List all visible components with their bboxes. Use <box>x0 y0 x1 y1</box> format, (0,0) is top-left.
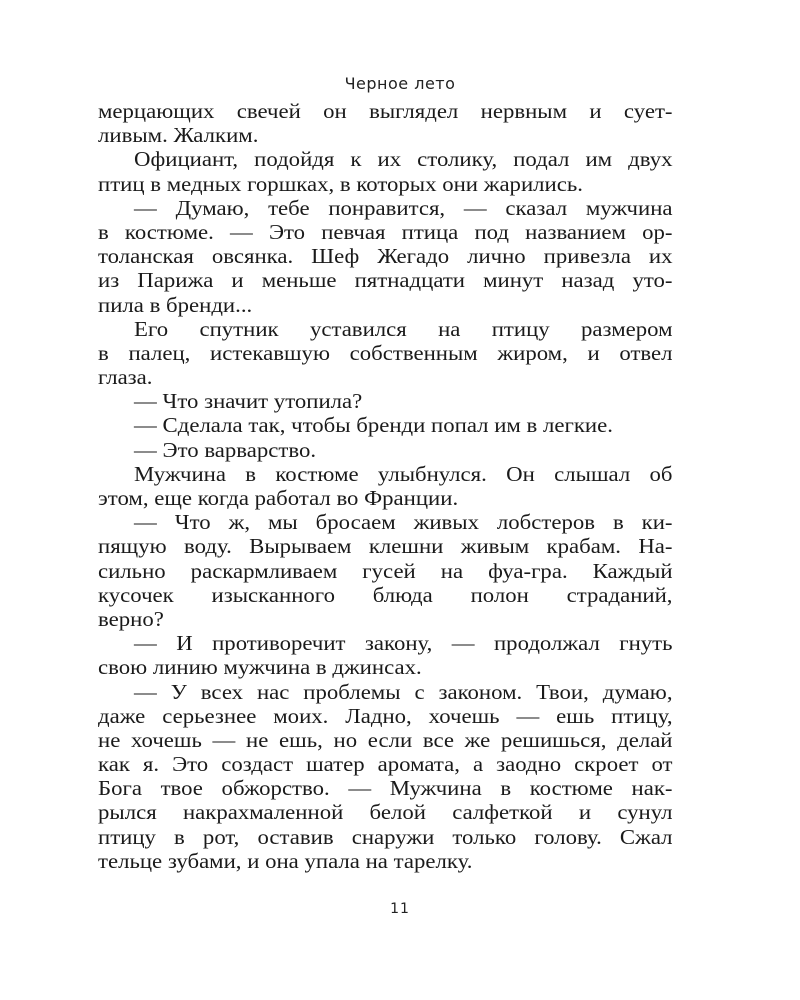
text-line: Официант, подойдя к их столику, подал им двух <box>134 147 673 172</box>
text-line: — Что значит утопила? <box>134 389 363 414</box>
text-line: верно? <box>98 606 164 631</box>
text-line: пила в бренди... <box>98 292 253 317</box>
page-number: 11 <box>390 901 410 917</box>
text-line: мерцающих свечей он выглядел нервным и сует- <box>98 99 673 123</box>
text-line: сильно раскармливаем гусей на фуа-гра. Каждый <box>98 558 673 583</box>
text-line: даже серьезнее моих. Ладно, хочешь — ешь птицу, <box>98 703 673 728</box>
text-line: — У всех нас проблемы с законом. Твои, думаю, <box>134 679 673 704</box>
text-line: Бога твое обжорство. — Мужчина в костюме нак- <box>98 776 673 801</box>
text-line: птиц в медных горшках, в которых они жарились. <box>98 171 583 196</box>
text-line: Мужчина в костюме улыбнулся. Он слышал об <box>134 461 673 486</box>
running-header: Черное лето <box>344 74 456 93</box>
text-line: птицу в рот, оставив снаружи только голову. Сжал <box>98 824 673 849</box>
text-line: не хочешь — не ешь, но если все же решишься, делай <box>98 727 673 752</box>
text-line: рылся накрахмаленной белой салфеткой и сунул <box>98 800 673 825</box>
text-line: — Сделала так, чтобы бренди попал им в легкие. <box>134 413 613 438</box>
text-line: из Парижа и меньше пятнадцати минут назад уто- <box>98 268 673 293</box>
text-line: в костюме. — Это певчая птица под названием ор- <box>98 219 673 244</box>
text-line: Его спутник уставился на птицу размером <box>134 316 673 341</box>
text-line: — Думаю, тебе понравится, — сказал мужчина <box>134 195 673 220</box>
text-line: кусочек изысканного блюда полон страданий, <box>98 582 673 607</box>
text-line: — Что ж, мы бросаем живых лобстеров в ки- <box>134 510 673 535</box>
text-line: толанская овсянка. Шеф Жегадо лично привезла их <box>98 244 673 269</box>
text-line: пящую воду. Вырываем клешни живым крабам. На- <box>98 534 673 559</box>
text-line: ливым. Жалким. <box>98 123 259 148</box>
text-line: свою линию мужчина в джинсах. <box>98 655 422 680</box>
body-text <box>98 99 706 873</box>
text-line: — И противоречит закону, — продолжал гнуть <box>134 631 673 656</box>
text-line: тельце зубами, и она упала на тарелку. <box>98 848 473 873</box>
text-line: — Это варварство. <box>134 437 317 462</box>
text-line: этом, еще когда работал во Франции. <box>98 486 459 510</box>
text-line: как я. Это создаст шатер аромата, а заодно скроет от <box>98 752 673 777</box>
text-line: в палец, истекавшую собственным жиром, и отвел <box>98 340 673 365</box>
text-line: глаза. <box>98 365 153 390</box>
